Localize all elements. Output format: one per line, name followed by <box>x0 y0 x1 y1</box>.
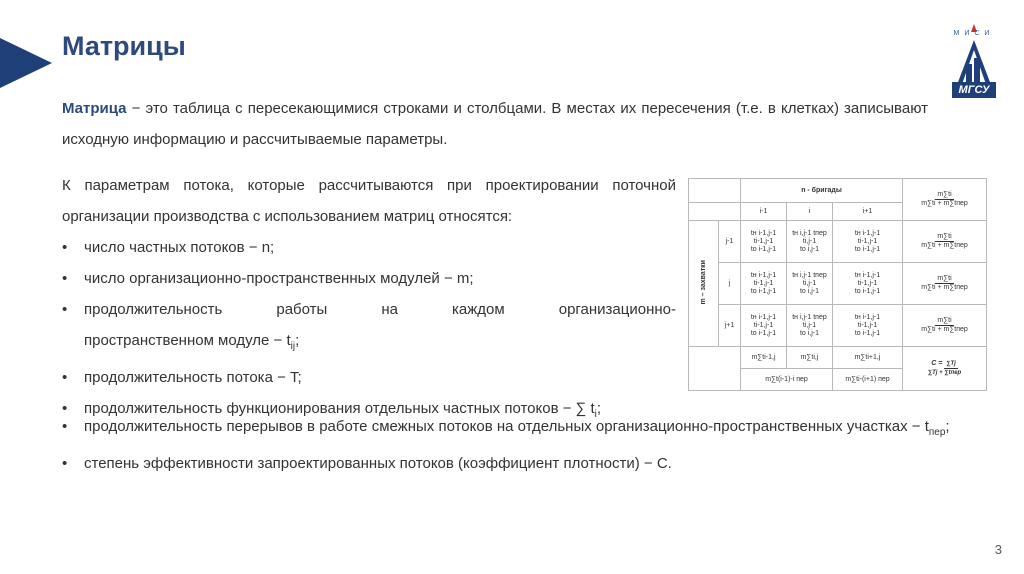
list-item <box>62 294 676 325</box>
matrix-sum-cell: m∑t(i-1)-i пер <box>741 369 833 391</box>
params-wide <box>62 411 980 479</box>
bullet-text: продолжительность работы на каждом организационно- <box>84 301 676 318</box>
matrix-row-ratio: m∑ti m∑ti + m∑tпер <box>903 305 987 347</box>
matrix-cell: tн i,j-1 tпер ti,j-1 tо i,j-1 <box>787 263 833 305</box>
bullet-subscript: ij <box>290 341 296 352</box>
matrix-row-header: j-1 <box>719 221 741 263</box>
bullet-subscript: пер <box>928 427 946 438</box>
params-intro: К параметрам потока, которые рассчитываются при проектировании поточной организации производства с использованием матриц относятся: <box>62 177 676 225</box>
matrix-row-header: j <box>719 263 741 305</box>
matrix-sum-cell: m∑ti+1,j <box>833 347 903 369</box>
intro-term: Матрица <box>62 100 127 117</box>
bullet-text: продолжительность потока − T; <box>84 369 302 386</box>
matrix-cell: tн i-1,j-1 ti-1,j-1 tо i-1,j-1 <box>741 263 787 305</box>
mgsu-logo-icon <box>948 20 1000 102</box>
matrix-row-header: j+1 <box>719 305 741 347</box>
list-item <box>62 448 980 479</box>
matrix-col-header: i-1 <box>741 203 787 221</box>
intro-text: − это таблица с пересекающимися строками и столбцами. В местах их пересечения (т.е. в клетках) записывают исходную информацию и рассчитываемые параметры. <box>62 100 928 148</box>
bullet-text: степень эффективности запроектированных потоков (коэффициент плотности) − С. <box>84 455 672 472</box>
matrix-corner-2 <box>689 203 741 221</box>
bullet-text: число организационно-пространственных модулей − m; <box>84 270 474 287</box>
list-item <box>62 232 676 263</box>
list-item <box>62 411 980 448</box>
matrix-right-header: m∑ti m∑ti + m∑tпер <box>903 179 987 221</box>
page-number: 3 <box>994 542 1002 557</box>
matrix-corner-bottom <box>689 347 741 391</box>
bullet-end: ; <box>596 400 602 417</box>
matrix-cell: tн i,j-1 tпер ti,j-1 tо i,j-1 <box>787 221 833 263</box>
bullet-end: ; <box>945 418 950 435</box>
list-item <box>62 263 676 294</box>
list-item-continuation <box>62 325 676 362</box>
logo-letters: МИСИ <box>953 30 995 37</box>
bullet-end: ; <box>295 332 300 349</box>
matrix-sum-cell: m∑ti,j <box>787 347 833 369</box>
matrix-col-header: i+1 <box>833 203 903 221</box>
bullet-text: продолжительность перерывов в работе смежных потоков на отдельных организационно-пространственных участках − t <box>84 418 929 435</box>
matrix-row-ratio: m∑ti m∑ti + m∑tпер <box>903 221 987 263</box>
bullet-text: число частных потоков − n; <box>84 239 275 256</box>
matrix-col-header: i <box>787 203 833 221</box>
matrix-sum-cell: m∑ti-(i+1) пер <box>833 369 903 391</box>
bullet-text: продолжительность функционирования отдельных частных потоков − ∑ t <box>84 400 595 417</box>
matrix-row-ratio: m∑ti m∑ti + m∑tпер <box>903 263 987 305</box>
matrix-cell: tн i-1,j-1 ti-1,j-1 tо i-1,j-1 <box>741 305 787 347</box>
matrix-side-label: m – захватки <box>689 221 719 347</box>
logo-label: МГСУ <box>958 84 990 96</box>
matrix-cell: tн i,j-1 tпер ti,j-1 tо i,j-1 <box>787 305 833 347</box>
list-item <box>62 362 676 393</box>
page-title: Матрицы <box>62 31 186 61</box>
matrix-cell: tн i-1,j-1 ti-1,j-1 tо i-1,j-1 <box>741 221 787 263</box>
matrix-header-top: n - бригады <box>741 179 903 203</box>
bullet-text: пространственном модуле − t <box>84 332 291 349</box>
matrix-corner <box>689 179 741 203</box>
bullet-subscript: i <box>594 409 597 420</box>
matrix-cell: tн i-1,j-1 ti-1,j-1 tо i-1,j-1 <box>833 221 903 263</box>
params-column <box>62 170 676 430</box>
matrix-sum-cell: m∑ti-1,j <box>741 347 787 369</box>
intro-paragraph <box>62 93 928 155</box>
matrix-table <box>688 178 986 390</box>
matrix-cell: tн i-1,j-1 ti-1,j-1 tо i-1,j-1 <box>833 305 903 347</box>
corner-triangle <box>0 38 52 88</box>
matrix-cell: tн i-1,j-1 ti-1,j-1 tо i-1,j-1 <box>833 263 903 305</box>
matrix-c-formula: C = ∑Tj ∑Tj + ∑tпер <box>903 347 987 391</box>
